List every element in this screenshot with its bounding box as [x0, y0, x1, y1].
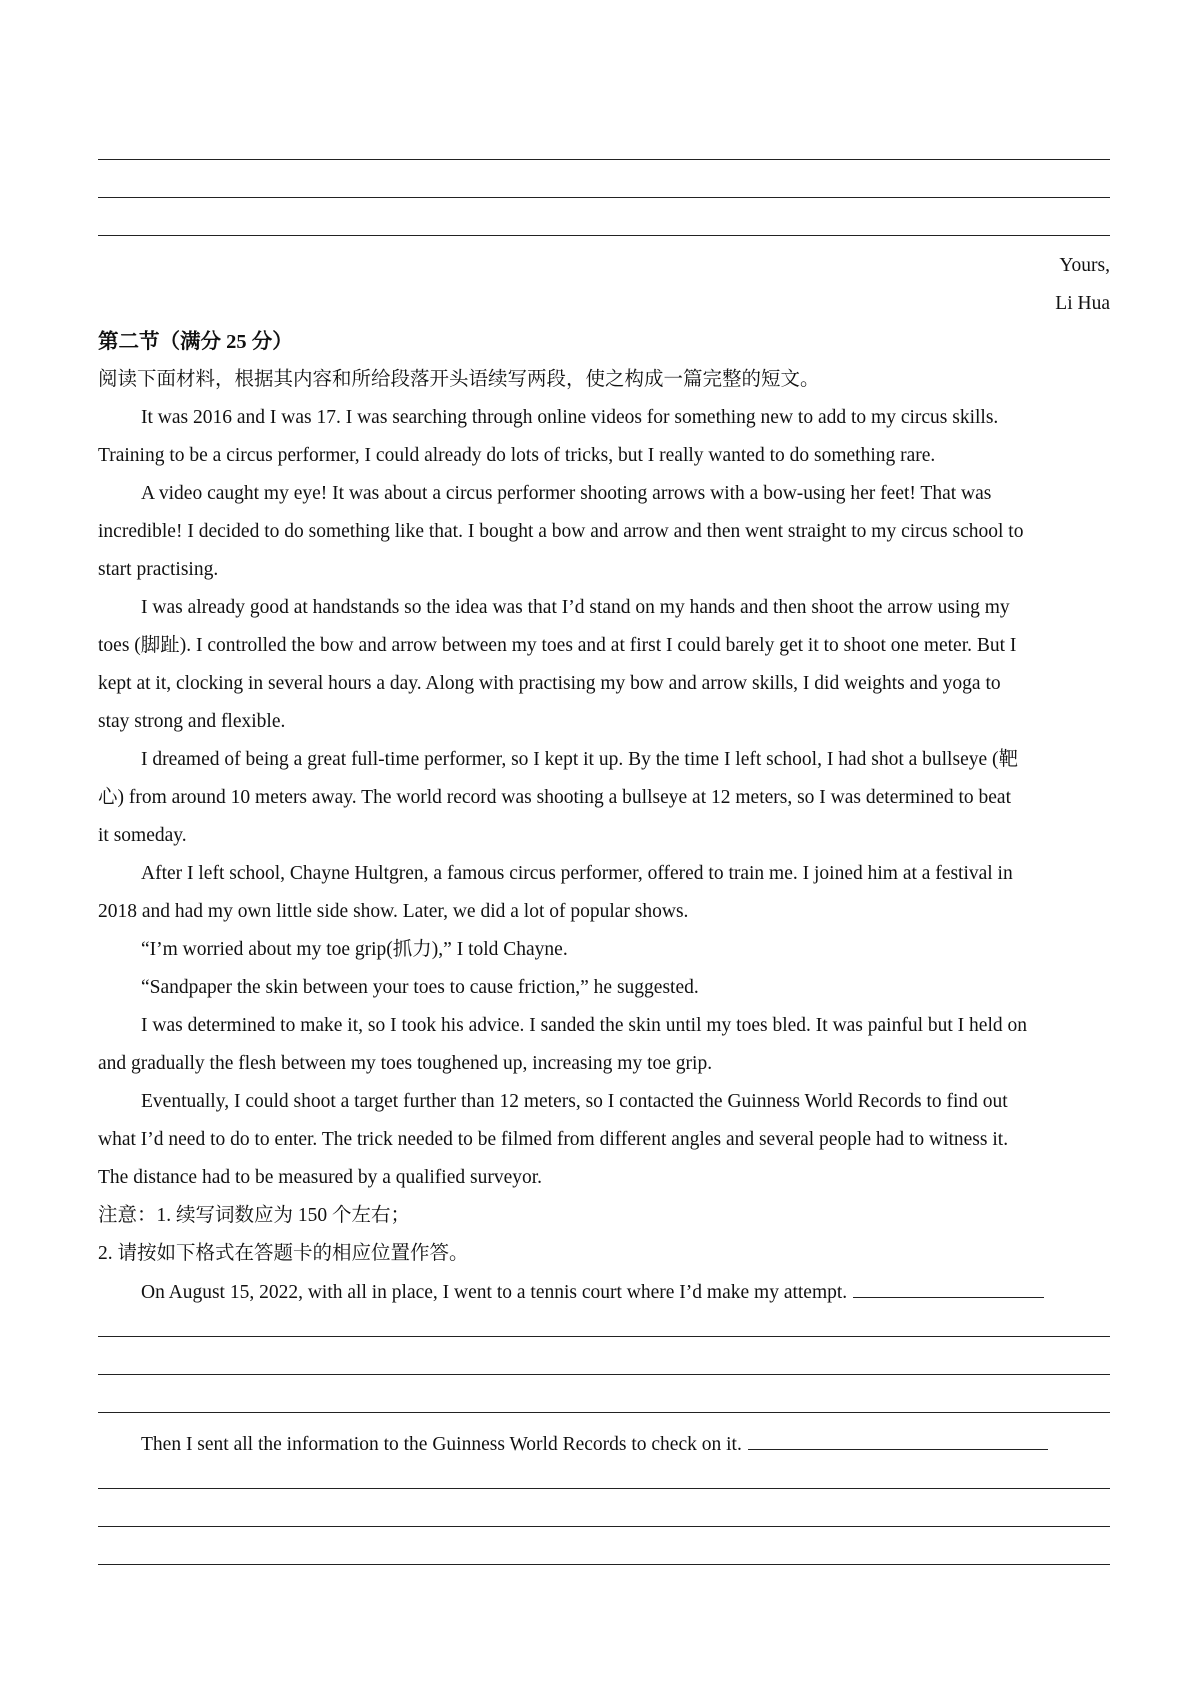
answer-line [98, 197, 1110, 198]
note-format: 2. 请按如下格式在答题卡的相应位置作答。 [98, 1243, 469, 1264]
section-heading: 第二节（满分 25 分） [98, 331, 293, 353]
passage-line: After I left school, Chayne Hultgren, a famous circus performer, offered to train me. I joined him at a festival in [141, 863, 1013, 884]
passage-line: and gradually the flesh between my toes toughened up, increasing my toe grip. [98, 1053, 713, 1074]
section-instruction: 阅读下面材料，根据其内容和所给段落开头语续写两段，使之构成一篇完整的短文。 [98, 369, 820, 390]
passage-line: I was determined to make it, so I took his advice. I sanded the skin until my toes bled. It was painful but I held on [141, 1015, 1027, 1036]
answer-line [98, 1374, 1110, 1375]
answer-line [98, 1412, 1110, 1413]
answer-blank [748, 1431, 1048, 1450]
passage-line: Training to be a circus performer, I could already do lots of tricks, but I really wanted to do something rare. [98, 445, 936, 466]
note-word-count: 注意：1. 续写词数应为 150 个左右； [98, 1205, 411, 1226]
passage-line: stay strong and flexible. [98, 711, 286, 732]
passage-line: I dreamed of being a great full-time performer, so I kept it up. By the time I left school, I had shot a bullseye (靶 [141, 749, 1018, 770]
passage-line: A video caught my eye! It was about a circus performer shooting arrows with a bow-using her feet! That was [141, 483, 992, 504]
passage-line: what I’d need to do to enter. The trick needed to be filmed from different angles and several people had to witness it. [98, 1129, 1009, 1150]
passage-line: 2018 and had my own little side show. Later, we did a lot of popular shows. [98, 901, 689, 922]
letter-closing: Yours, [1059, 255, 1110, 276]
passage-line: “Sandpaper the skin between your toes to cause friction,” he suggested. [141, 977, 699, 998]
letter-signature: Li Hua [1055, 293, 1110, 314]
passage-line: It was 2016 and I was 17. I was searching through online videos for something new to add to my circus skills. [141, 407, 999, 428]
answer-line [98, 1336, 1110, 1337]
answer-line [98, 159, 1110, 160]
passage-line: “I’m worried about my toe grip(抓力),” I told Chayne. [141, 939, 568, 960]
passage-line: I was already good at handstands so the idea was that I’d stand on my hands and then shoot the arrow using my [141, 597, 1010, 618]
passage-line: The distance had to be measured by a qualified surveyor. [98, 1167, 543, 1188]
answer-line [98, 1564, 1110, 1565]
passage-line: toes (脚趾). I controlled the bow and arrow between my toes and at first I could barely get it to shoot one meter. But I [98, 635, 1017, 656]
paragraph-1-opening [98, 1279, 1110, 1306]
answer-line [98, 1526, 1110, 1527]
paragraph-2-opening [98, 1431, 1110, 1458]
answer-blank [853, 1279, 1044, 1298]
answer-line [98, 1488, 1110, 1489]
passage-line: incredible! I decided to do something like that. I bought a bow and arrow and then went straight to my circus school to [98, 521, 1024, 542]
answer-line [98, 235, 1110, 236]
passage-line: Eventually, I could shoot a target further than 12 meters, so I contacted the Guinness World Records to find out [141, 1091, 1008, 1112]
paragraph-1-opening-text: On August 15, 2022, with all in place, I went to a tennis court where I’d make my attempt. [141, 1282, 848, 1303]
passage-line: 心) from around 10 meters away. The world record was shooting a bullseye at 12 meters, so I was determined to beat [98, 787, 1011, 808]
passage-line: it someday. [98, 825, 187, 846]
paragraph-2-opening-text: Then I sent all the information to the Guinness World Records to check on it. [141, 1434, 742, 1455]
passage-line: start practising. [98, 559, 219, 580]
passage-line: kept at it, clocking in several hours a day. Along with practising my bow and arrow skills, I did weights and yoga to [98, 673, 1001, 694]
